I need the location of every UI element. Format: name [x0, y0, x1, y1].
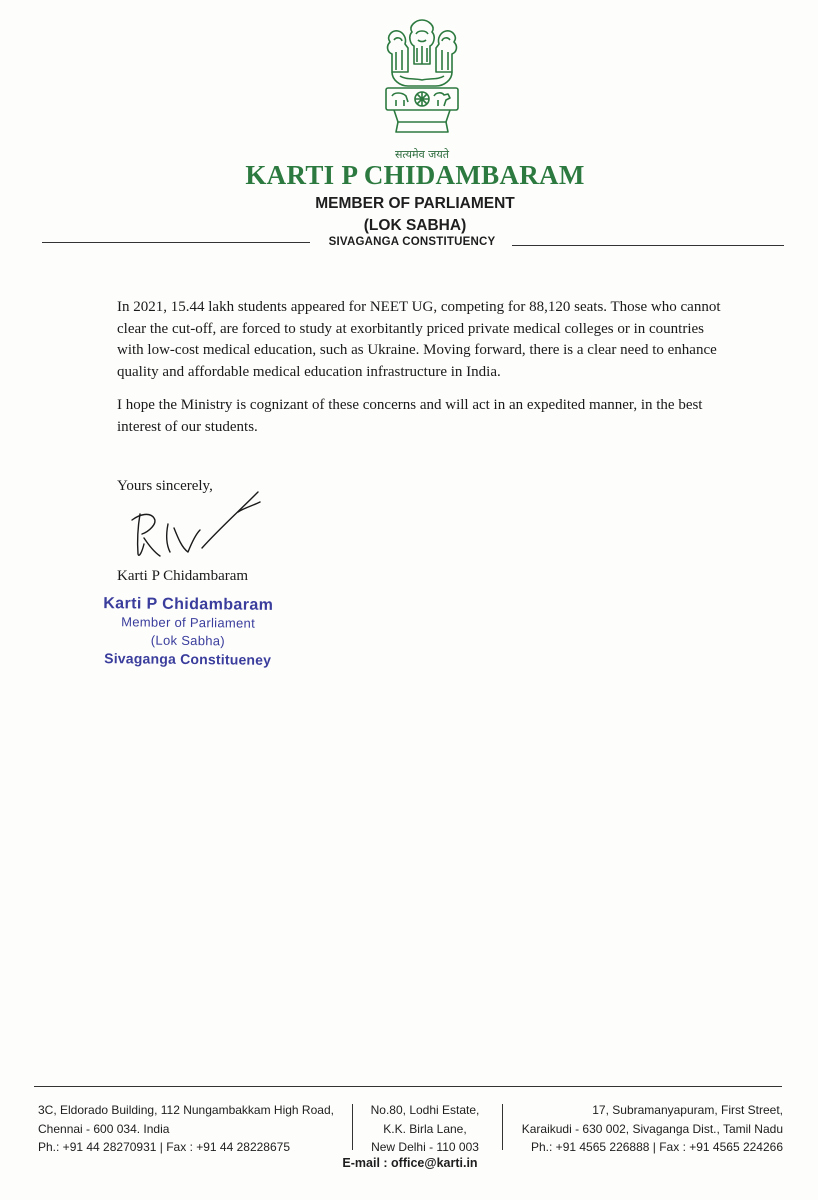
footer-line: Chennai - 600 034. India	[38, 1121, 170, 1136]
stamp-name: Karti P Chidambaram	[103, 595, 274, 614]
footer-divider	[352, 1104, 353, 1150]
footer-karaikudi-address	[497, 1101, 783, 1157]
footer-line: 17, Subramanyapuram, First Street,	[592, 1103, 783, 1117]
footer-line: Karaikudi - 630 002, Sivaganga Dist., Tamil Nadu	[521, 1121, 783, 1136]
letterhead-title: MEMBER OF PARLIAMENT	[315, 195, 515, 212]
body-paragraph: In 2021, 15.44 lakh students appeared for NEET UG, competing for 88,120 seats. Those who cannot clear the cut-off, are forced to study at exorbitantly priced private medical colleges or in countries with low-cost medical education, such as Ukraine. Moving forward, there is a clear need to enhance quality and affordable medical education infrastructure in India.	[117, 299, 721, 380]
footer-line: No.80, Lodhi Estate,	[370, 1103, 480, 1117]
footer-rule	[34, 1086, 782, 1087]
official-stamp	[88, 595, 289, 669]
stamp-house: (Lok Sabha)	[150, 632, 226, 649]
national-emblem-logo	[372, 18, 472, 166]
handwritten-signature	[118, 482, 278, 572]
footer-line: Ph.: +91 4565 226888 | Fax : +91 4565 224266	[531, 1140, 783, 1154]
footer-email: E-mail : office@karti.in	[342, 1156, 478, 1170]
footer-delhi-address	[355, 1101, 495, 1157]
footer-line: New Delhi - 110 003	[371, 1140, 479, 1154]
letterhead-rule-left	[42, 242, 310, 243]
signatory-name: Karti P Chidambaram	[117, 568, 249, 584]
body-paragraph: I hope the Ministry is cognizant of these concerns and will act in an expedited manner, in the best interest of our students.	[117, 397, 703, 435]
footer-line: Ph.: +91 44 28270931 | Fax : +91 44 28228675	[38, 1140, 290, 1154]
letterhead-house: (LOK SABHA)	[363, 217, 467, 234]
stamp-constituency: Sivaganga Constitueney	[104, 650, 272, 668]
closing-salutation: Yours sincerely,	[117, 478, 213, 494]
footer-line: K.K. Birla Lane,	[383, 1121, 467, 1136]
stamp-title: Member of Parliament	[121, 614, 256, 631]
emblem-motto: सत्यमेव जयते	[394, 148, 449, 161]
footer-line: 3C, Eldorado Building, 112 Nungambakkam High Road,	[38, 1103, 334, 1117]
letterhead-rule-right	[512, 245, 784, 246]
letterhead-constituency: SIVAGANGA CONSTITUENCY	[328, 236, 496, 248]
footer-chennai-address	[38, 1101, 358, 1157]
letterhead-name: KARTI P CHIDAMBARAM	[245, 160, 585, 190]
